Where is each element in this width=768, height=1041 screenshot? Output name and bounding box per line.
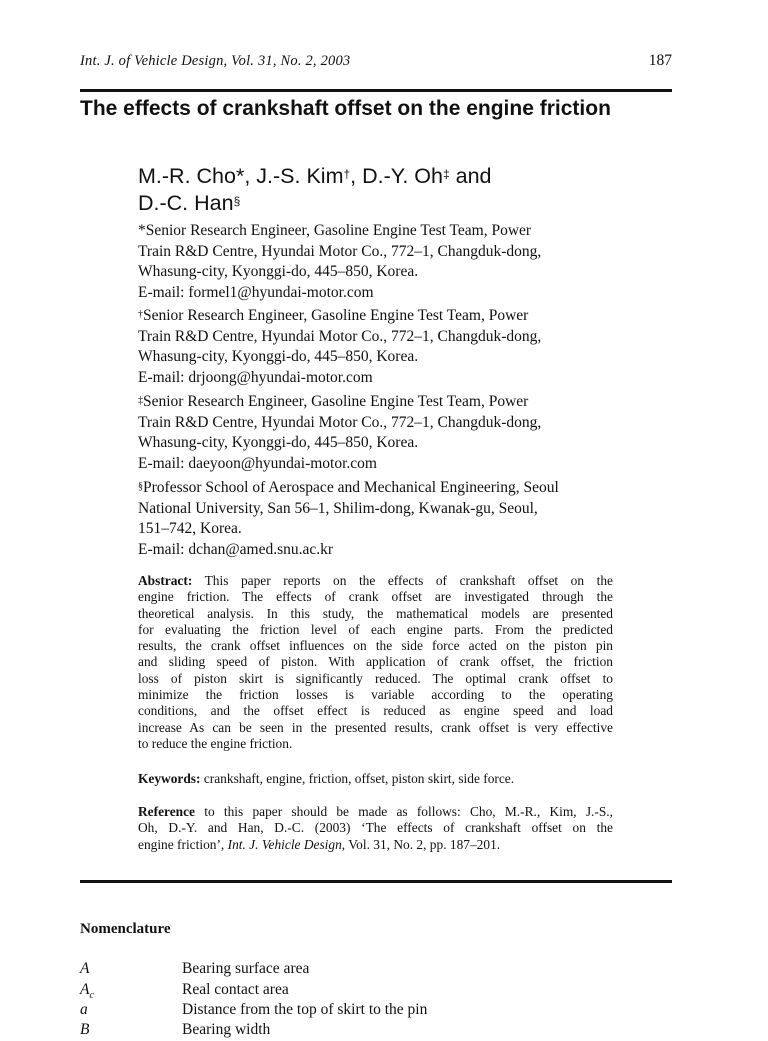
affiliation-block — [138, 306, 638, 388]
abstract-line: increase As can be seen in the presented results, crank offset is very effective — [138, 719, 613, 735]
abstract-line: engine friction. The effects of crank offset are investigated through the — [138, 589, 613, 605]
affiliation-block — [138, 392, 638, 474]
nomenclature-definition: Real contact area — [182, 981, 289, 998]
reference-line: Reference to this paper should be made as follows: Cho, M.-R., Kim, J.-S., — [138, 804, 613, 819]
author-name: D.-C. Han — [138, 191, 234, 215]
reference-line: Oh, D.-Y. and Han, D.-C. (2003) ‘The effects of crankshaft offset on the — [138, 820, 613, 836]
affiliation-line: 151–742, Korea. — [138, 520, 242, 537]
abstract-line: to reduce the engine friction. — [138, 735, 293, 751]
affiliation-line: †Senior Research Engineer, Gasoline Engine Test Team, Power — [138, 307, 529, 324]
author-name: M.-R. Cho* — [138, 164, 245, 188]
title-rule-top — [80, 89, 672, 92]
abstract-line: minimize the friction losses is variable according to the operating — [138, 687, 613, 703]
nomenclature-row — [80, 1021, 672, 1041]
affiliation-line: ‡Senior Research Engineer, Gasoline Engine Test Team, Power — [138, 393, 529, 410]
abstract-label: Abstract: — [138, 573, 193, 588]
abstract-line: loss of piston skirt is significantly reduced. The optimal crank offset to — [138, 670, 613, 686]
affiliation-line: Whasung-city, Kyonggi-do, 445–850, Korea. — [138, 434, 419, 451]
footnote-mark: ‡ — [138, 395, 143, 406]
nomenclature-row — [80, 960, 672, 980]
reference-line: engine friction’, Int. J. Vehicle Design, Vol. 31, No. 2, pp. 187–201. — [138, 836, 501, 852]
keywords-text: crankshaft, engine, friction, offset, piston skirt, side force. — [200, 771, 515, 786]
keywords-label: Keywords: — [138, 771, 201, 786]
abstract-line: Abstract: This paper reports on the effects of crankshaft offset on the — [138, 573, 613, 588]
footnote-mark: § — [138, 481, 143, 492]
running-head — [80, 53, 672, 75]
footnote-mark: § — [233, 194, 241, 208]
abstract-line: and sliding speed of piston. With application of crank offset, the friction — [138, 654, 613, 670]
section-rule — [80, 880, 672, 883]
nomenclature-symbol: B — [80, 1021, 90, 1038]
keywords — [138, 771, 613, 787]
email-line: E-mail: dchan@amed.snu.ac.kr — [138, 540, 334, 558]
abstract-line: for evaluating the friction level of each engine parts. From the predicted — [138, 621, 613, 637]
affiliation-line: National University, San 56–1, Shilim-dong, Kwanak-gu, Seoul, — [138, 499, 538, 517]
nomenclature-definition: Bearing surface area — [182, 960, 310, 977]
affiliation-block — [138, 221, 638, 303]
page-number: 187 — [648, 52, 672, 69]
paper-title: The effects of crankshaft offset on the engine friction — [80, 97, 611, 120]
abstract — [138, 573, 613, 752]
nomenclature-heading: Nomenclature — [80, 921, 171, 937]
nomenclature-definition: Distance from the top of skirt to the pin — [182, 1001, 428, 1018]
nomenclature-row — [80, 981, 672, 1001]
email-line: E-mail: formel1@hyundai-motor.com — [138, 283, 374, 301]
journal-name: Int. J. Vehicle Design — [227, 836, 342, 852]
affiliation-line: Whasung-city, Kyonggi-do, 445–850, Korea. — [138, 263, 419, 280]
footnote-mark: † — [138, 309, 143, 320]
affiliation-line: Train R&D Centre, Hyundai Motor Co., 772–1, Changduk-dong, — [138, 413, 542, 431]
reference-label: Reference — [138, 804, 195, 819]
abstract-line: theoretical analysis. In this study, the mathematical models are presented — [138, 605, 613, 621]
abstract-line: conditions, and the offset effect is reduced as engine speed and load — [138, 703, 613, 719]
author-name: J.-S. Kim — [256, 164, 344, 188]
affiliation-line: Train R&D Centre, Hyundai Motor Co., 772–1, Changduk-dong, — [138, 242, 542, 260]
author-list: M.-R. Cho*, J.-S. Kim†, D.-Y. Oh‡ and D.-C. Han§ — [138, 164, 492, 215]
reference-note — [138, 804, 613, 853]
footnote-mark: † — [343, 167, 351, 181]
author-name: D.-Y. Oh — [362, 164, 443, 188]
nomenclature-symbol: A — [80, 960, 90, 977]
abstract-line: results, the crank offset influences on the side force acted on the piston pin — [138, 638, 613, 654]
nomenclature-definition: Bearing width — [182, 1021, 271, 1038]
email-line: E-mail: daeyoon@hyundai-motor.com — [138, 454, 377, 472]
nomenclature-row — [80, 1001, 672, 1021]
affiliation-line: §Professor School of Aerospace and Mechanical Engineering, Seoul — [138, 479, 559, 496]
email-line: E-mail: drjoong@hyundai-motor.com — [138, 368, 373, 386]
nomenclature-symbol: a — [80, 1001, 88, 1018]
affiliation-block — [138, 478, 638, 560]
affiliation-line: *Senior Research Engineer, Gasoline Engine Test Team, Power — [138, 222, 532, 239]
footnote-mark: ‡ — [442, 167, 450, 181]
affiliation-line: Train R&D Centre, Hyundai Motor Co., 772–1, Changduk-dong, — [138, 327, 542, 345]
nomenclature-symbol: $A_c$ — [80, 981, 94, 1002]
journal-citation: Int. J. of Vehicle Design, Vol. 31, No. 2, 2003 — [80, 53, 351, 69]
affiliation-line: Whasung-city, Kyonggi-do, 445–850, Korea. — [138, 348, 419, 365]
